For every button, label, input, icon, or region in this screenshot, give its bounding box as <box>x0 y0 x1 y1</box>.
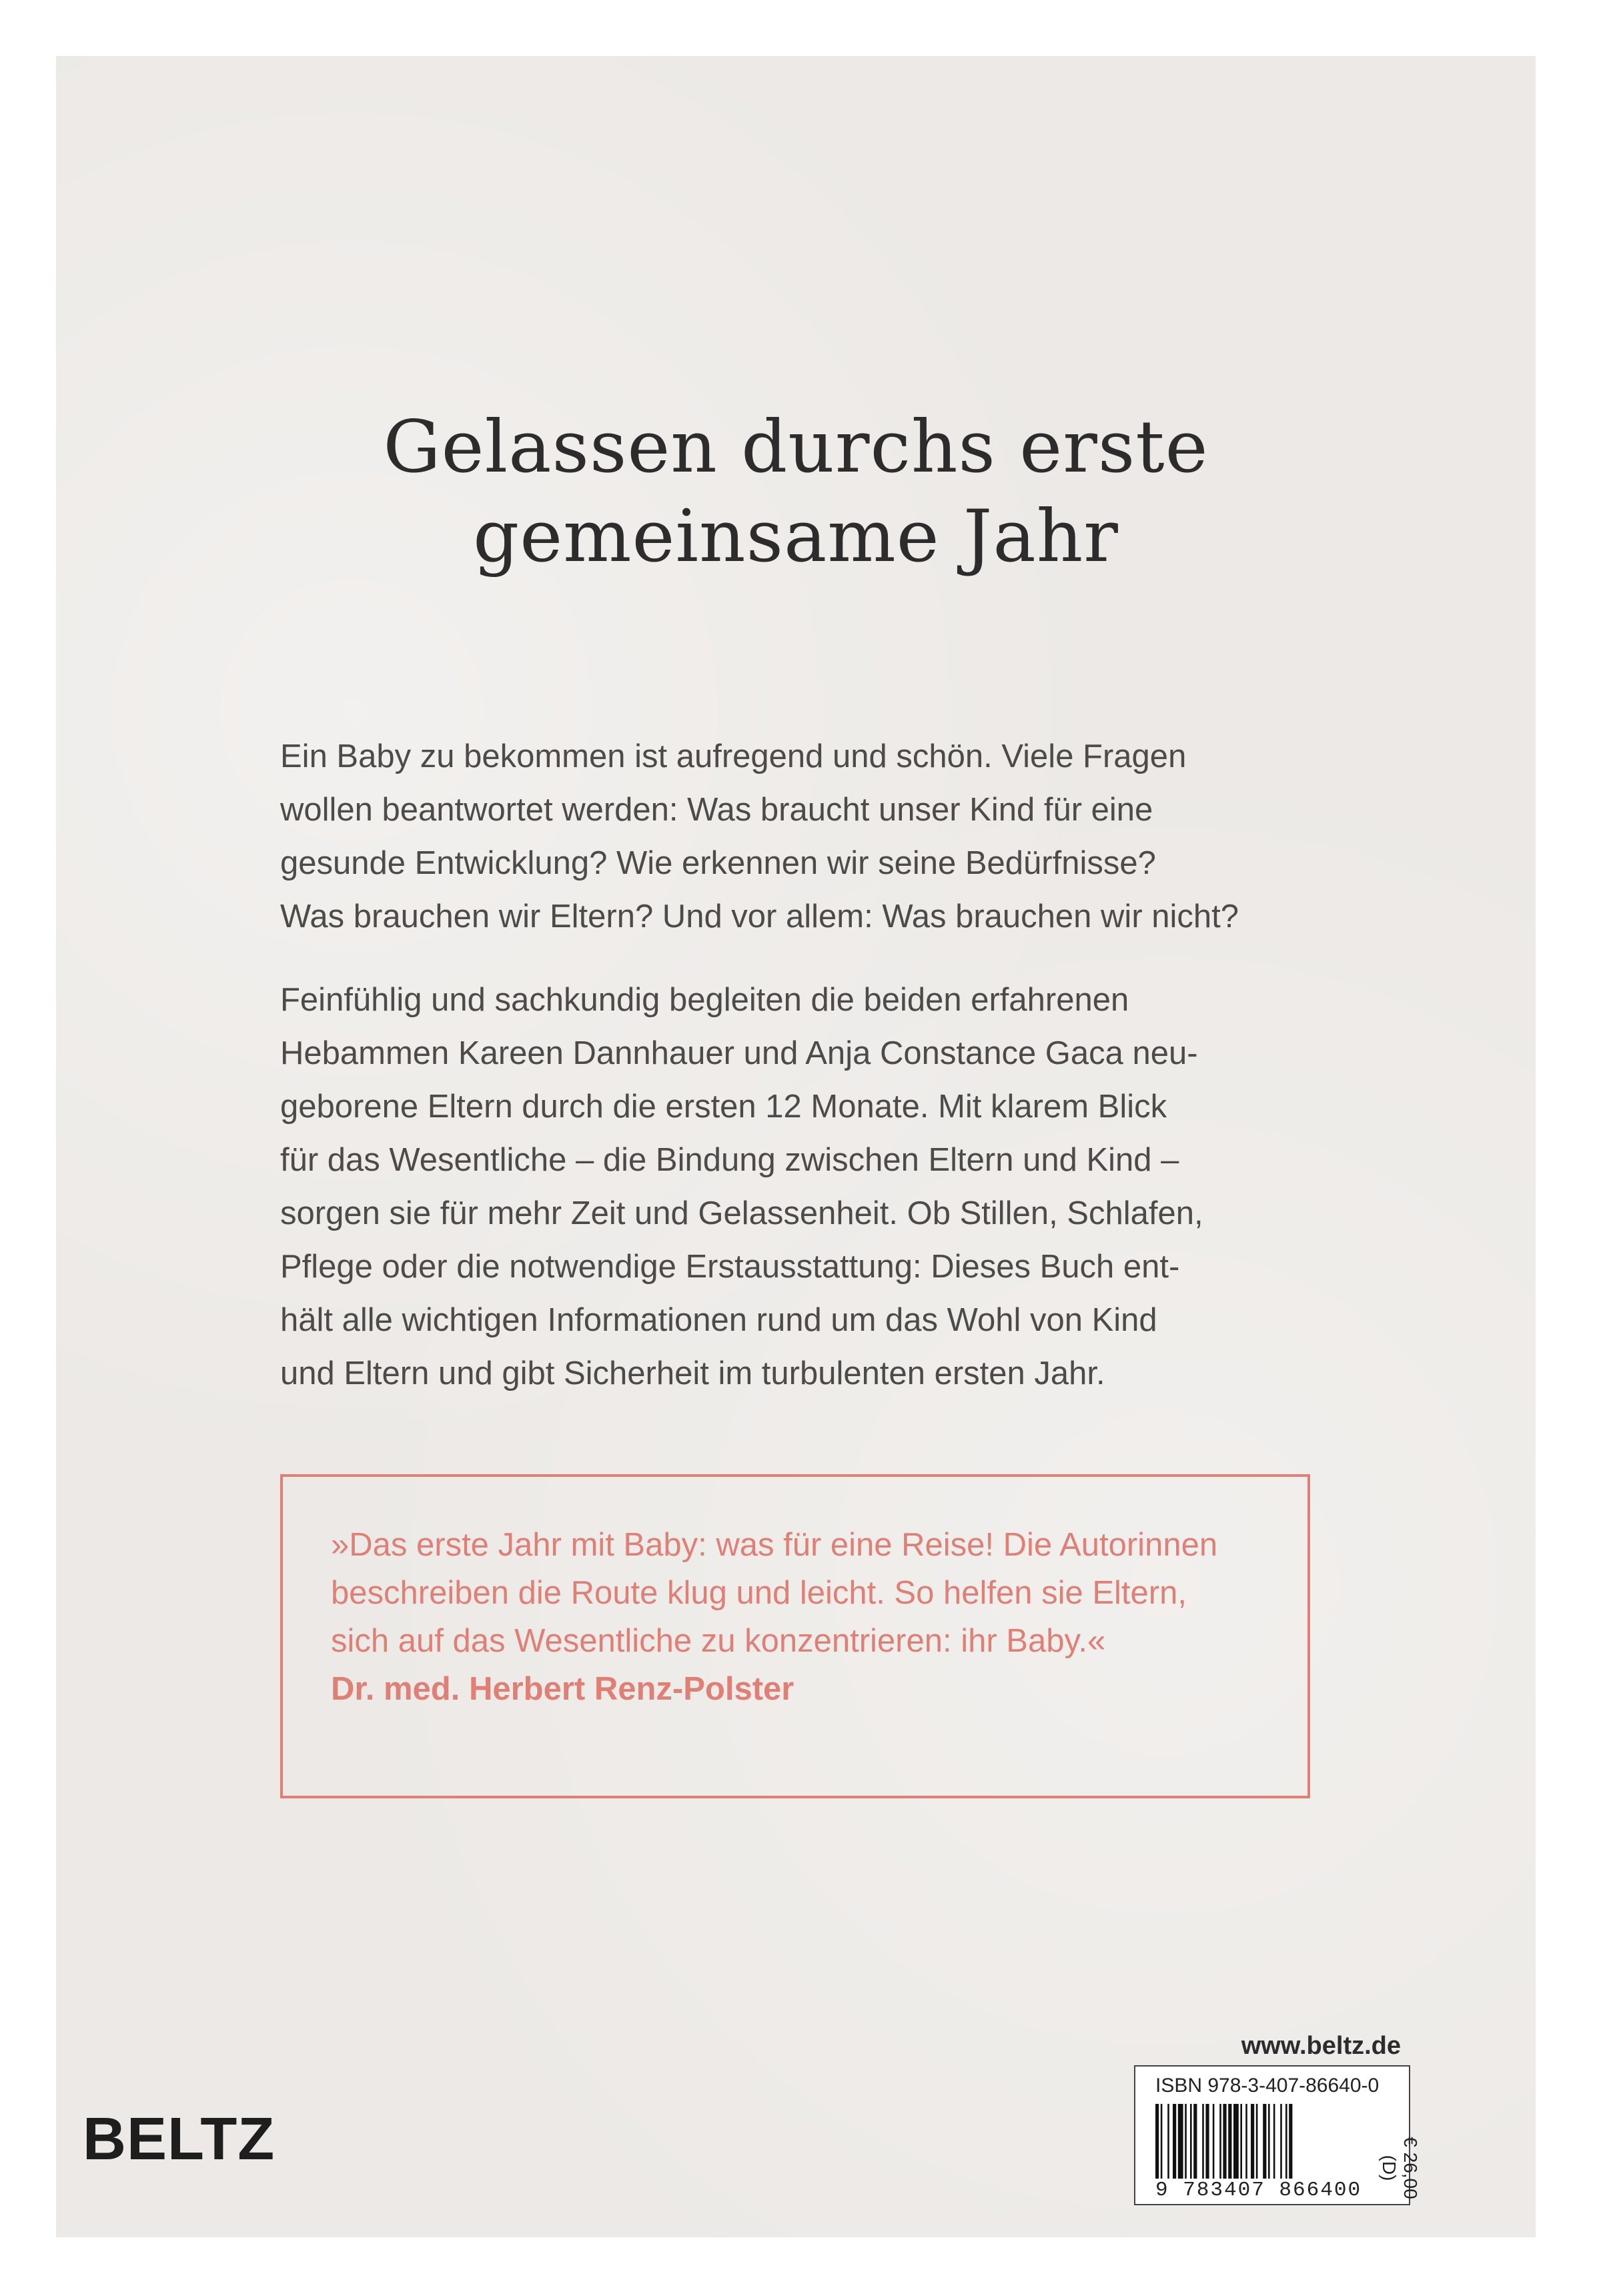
quote-author: Dr. med. Herbert Renz-Polster <box>331 1671 794 1707</box>
blurb-line: Ein Baby zu bekommen ist aufregend und schön. Viele Fragen <box>280 738 1187 774</box>
barcode-bar <box>1155 2104 1159 2179</box>
barcode-bar <box>1268 2104 1270 2179</box>
barcode-bar <box>1233 2104 1239 2179</box>
quote-line: »Das erste Jahr mit Baby: was für eine Reise! Die Autorinnen <box>331 1527 1218 1563</box>
barcode-bar <box>1190 2104 1192 2179</box>
quote-line: sich auf das Wesentliche zu konzentrieren: ihr Baby.« <box>331 1623 1106 1659</box>
blurb-line: Feinfühlig und sachkundig begleiten die beiden erfahrenen <box>280 982 1129 1018</box>
barcode-bar <box>1273 2104 1275 2179</box>
quote-line: beschreiben die Route klug und leicht. So helfen sie Eltern, <box>331 1575 1187 1611</box>
testimonial-box <box>280 1474 1310 1798</box>
barcode-bar <box>1245 2104 1247 2179</box>
barcode-bars <box>1155 2104 1369 2179</box>
book-back-cover <box>56 56 1536 2237</box>
blurb-line: Pflege oder die notwendige Erstausstattung: Dieses Buch ent- <box>280 1249 1180 1285</box>
barcode-bar <box>1173 2104 1176 2179</box>
publisher-logo: BELTZ <box>83 2106 276 2173</box>
blurb-line: und Eltern und gibt Sicherheit im turbulenten ersten Jahr. <box>280 1355 1105 1391</box>
blurb-line: hält alle wichtigen Informationen rund um das Wohl von Kind <box>280 1302 1157 1338</box>
ean-number: 9 783407 866400 <box>1155 2179 1362 2202</box>
blurb-paragraph-2 <box>280 973 1321 1400</box>
blurb-line: gesunde Entwicklung? Wie erkennen wir seine Bedürfnisse? <box>280 845 1156 881</box>
publisher-url: www.beltz.de <box>1241 2032 1401 2060</box>
barcode-bar <box>1202 2104 1204 2179</box>
barcode-bar <box>1285 2104 1287 2179</box>
title-line-1: Gelassen durchs erste <box>383 406 1209 489</box>
cover-title <box>56 403 1536 582</box>
blurb-paragraph-1 <box>280 730 1321 943</box>
barcode-bar <box>1219 2104 1221 2179</box>
barcode-bar <box>1213 2104 1215 2179</box>
barcode-bar <box>1193 2104 1197 2179</box>
barcode-bar <box>1289 2104 1292 2179</box>
barcode-bar <box>1161 2104 1163 2179</box>
barcode-label <box>1134 2065 1421 2205</box>
blurb-line: sorgen sie für mehr Zeit und Gelassenheit. Ob Stillen, Schlafen, <box>280 1195 1203 1231</box>
blurb-line: Was brauchen wir Eltern? Und vor allem: Was brauchen wir nicht? <box>280 899 1239 935</box>
blurb-line: für das Wesentliche – die Bindung zwischen Eltern und Kind – <box>280 1142 1179 1178</box>
blurb-line: Hebammen Kareen Dannhauer und Anja Constance Gaca neu- <box>280 1035 1198 1071</box>
barcode-bar <box>1280 2104 1282 2179</box>
barcode-bar <box>1167 2104 1169 2179</box>
barcode-bar <box>1185 2104 1187 2179</box>
price-tag: € 26,00 (D) <box>1379 2137 1421 2199</box>
barcode-bar <box>1251 2104 1254 2179</box>
testimonial-quote <box>331 1521 1278 1713</box>
barcode-bar <box>1256 2104 1258 2179</box>
blurb-line: geborene Eltern durch die ersten 12 Monate. Mit klarem Blick <box>280 1089 1167 1125</box>
barcode-bar <box>1228 2104 1231 2179</box>
isbn-number: ISBN 978-3-407-86640-0 <box>1155 2075 1380 2097</box>
barcode-bar <box>1205 2104 1209 2179</box>
barcode-bar <box>1223 2104 1226 2179</box>
title-line-2: gemeinsame Jahr <box>473 495 1119 578</box>
barcode-bar <box>1240 2104 1242 2179</box>
barcode-bar <box>1263 2104 1266 2179</box>
barcode-bar <box>1178 2104 1183 2179</box>
blurb-line: wollen beantwortet werden: Was braucht unser Kind für eine <box>280 792 1153 828</box>
